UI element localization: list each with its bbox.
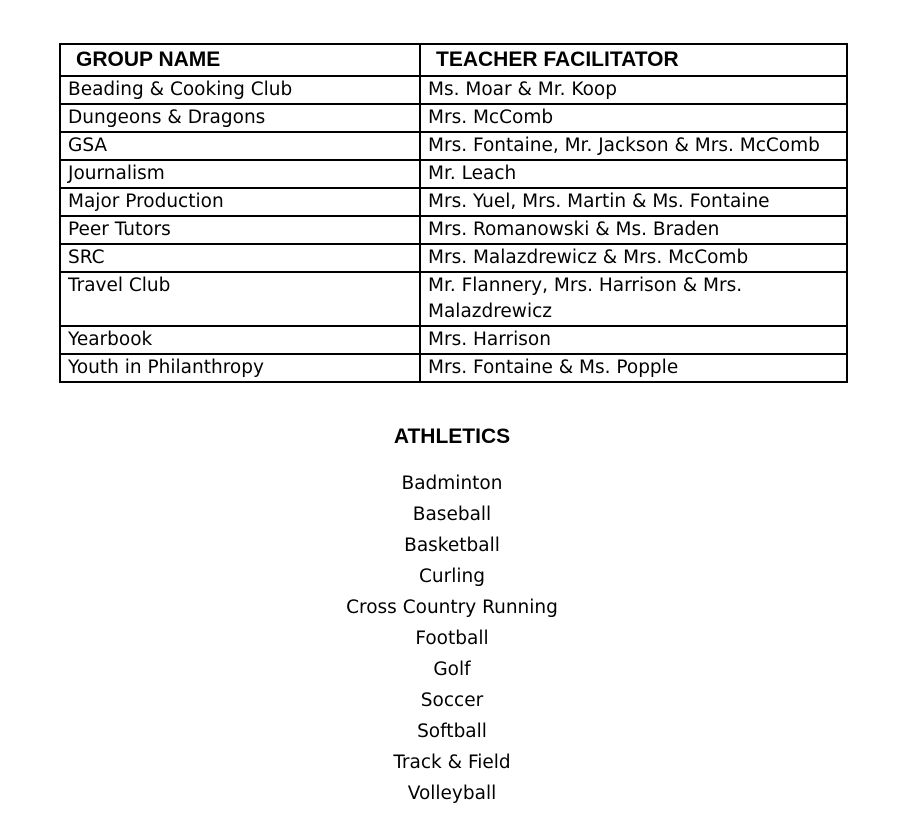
table-row <box>60 326 847 354</box>
group-name-cell: Beading & Cooking Club <box>60 76 420 104</box>
group-name-header: GROUP NAME <box>60 44 420 76</box>
list-item: Baseball <box>412 504 492 525</box>
table-row <box>60 104 847 132</box>
list-item: Soccer <box>420 690 484 711</box>
group-name-cell: GSA <box>60 132 420 160</box>
group-name-cell: Peer Tutors <box>60 216 420 244</box>
list-item: Track & Field <box>393 752 511 773</box>
list-item: Softball <box>417 721 487 742</box>
list-item: Badminton <box>401 473 503 494</box>
teacher-facilitator-header: TEACHER FACILITATOR <box>420 44 847 76</box>
group-name-cell: Journalism <box>60 160 420 188</box>
facilitator-cell: Mr. Leach <box>420 160 847 188</box>
list-item: Basketball <box>404 535 500 556</box>
table-row <box>60 76 847 104</box>
group-name-cell: Yearbook <box>60 326 420 354</box>
facilitator-cell: Mrs. McComb <box>420 104 847 132</box>
facilitator-cell: Mrs. Malazdrewicz & Mrs. McComb <box>420 244 847 272</box>
list-item: Football <box>415 628 489 649</box>
table-row <box>60 216 847 244</box>
facilitator-cell: Mrs. Fontaine & Ms. Popple <box>420 354 847 382</box>
facilitator-cell: Mrs. Harrison <box>420 326 847 354</box>
facilitator-cell: Mrs. Fontaine, Mr. Jackson & Mrs. McComb <box>420 132 847 160</box>
list-item: Cross Country Running <box>346 597 558 618</box>
list-item: Curling <box>419 566 485 587</box>
list-item: Volleyball <box>407 783 497 804</box>
table-row <box>60 354 847 382</box>
group-name-cell: Youth in Philanthropy <box>60 354 420 382</box>
athletics-section <box>0 422 904 809</box>
facilitator-cell: Mrs. Romanowski & Ms. Braden <box>420 216 847 244</box>
table-row <box>60 132 847 160</box>
list-item: Golf <box>433 659 471 680</box>
facilitator-cell: Mrs. Yuel, Mrs. Martin & Ms. Fontaine <box>420 188 847 216</box>
group-name-cell: Dungeons & Dragons <box>60 104 420 132</box>
table-row <box>60 272 847 326</box>
table-header-row <box>60 44 847 76</box>
group-name-cell: Travel Club <box>60 272 420 326</box>
table-row <box>60 188 847 216</box>
group-name-cell: Major Production <box>60 188 420 216</box>
facilitator-cell: Ms. Moar & Mr. Koop <box>420 76 847 104</box>
table-row <box>60 244 847 272</box>
facilitator-cell: Mr. Flannery, Mrs. Harrison & Mrs. Malazdrewicz <box>420 272 847 326</box>
athletics-heading: ATHLETICS <box>393 425 511 448</box>
group-name-cell: SRC <box>60 244 420 272</box>
table-row <box>60 160 847 188</box>
sports-list <box>0 468 904 809</box>
groups-table <box>59 43 848 383</box>
